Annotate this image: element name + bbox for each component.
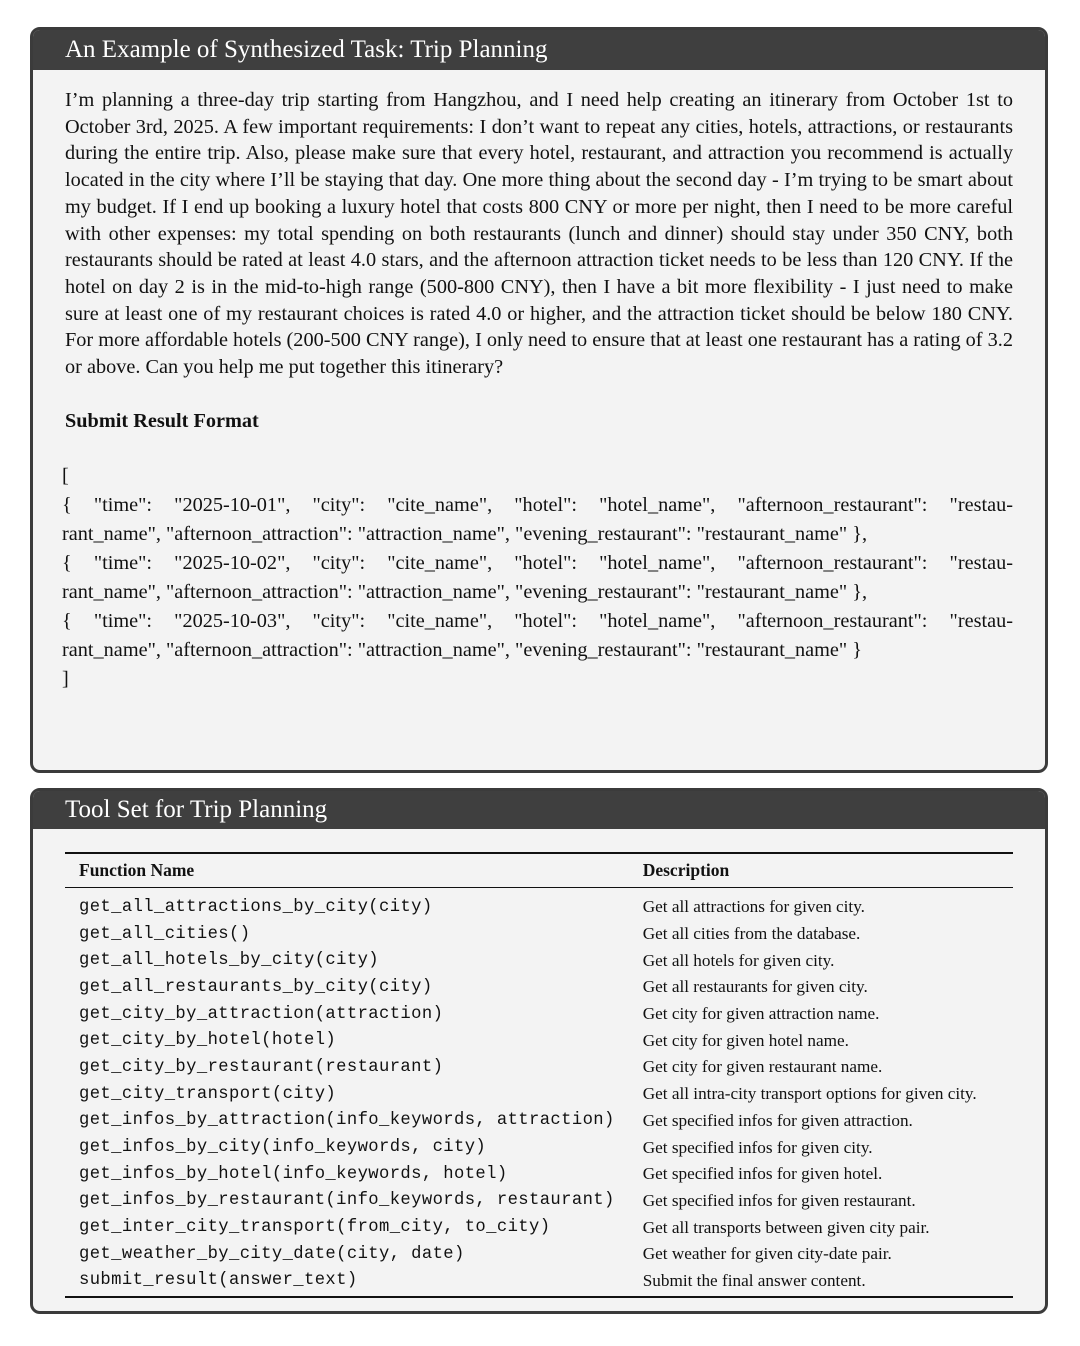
description-cell: Get weather for given city-date pair. [642,1244,892,1264]
table-row [65,1001,1013,1028]
function-name-cell: get_city_transport(city) [79,1084,337,1104]
description-cell: Get specified infos for given attraction. [642,1110,913,1130]
format-close-bracket: ] [62,667,69,690]
table-row [65,1081,1013,1108]
format-open-bracket: [ [62,464,69,487]
description-cell: Get city for given restaurant name. [642,1057,883,1077]
table-row [65,1188,1013,1215]
description-cell: Get all cities from the database. [642,924,861,944]
function-name-cell: get_all_cities() [79,924,251,944]
format-entry-day2-line1: { "time": "2025-10-02", "city": "cite_name", "hotel": "hotel_name", "afternoon_restaurant": "restau- [62,551,1013,574]
function-name-cell: get_all_attractions_by_city(city) [79,897,433,917]
function-name-cell: get_infos_by_attraction(info_keywords, attraction) [79,1111,615,1131]
table-row [65,1054,1013,1081]
function-name-cell: get_infos_by_restaurant(info_keywords, restaurant) [79,1191,615,1211]
format-entry-day1-line1: { "time": "2025-10-01", "city": "cite_name", "hotel": "hotel_name", "afternoon_restaurant": "restau- [62,493,1013,516]
task-request-paragraph: I’m planning a three-day trip starting from Hangzhou, and I need help creating an itinerary from October 1st to October 3rd, 2025. A few important requirements: I don’t want to repeat any cities, hotels, attractions, or restaurants during the entire trip. Also, please make sure that every hotel, restaurant, and attraction you recommend is actually located in the city where I’ll be staying that day. One more thing about the second day - I’m trying to be smart about my budget. If I end up booking a luxury hotel that costs 800 CNY or more per night, then I need to be more careful with other expenses: my total spending on both restaurants (lunch and dinner) should stay under 350 CNY, both restaurants should be rated at least 4.0 stars, and the afternoon attraction ticket needs to be less than 120 CNY. If the hotel on day 2 is in the mid-to-high range (500-800 CNY), then I have a bit more flexibility - I just need to make sure at least one of my restaurant choices is rated 4.0 or higher, and the attraction ticket should be below 180 CNY. For more affordable hotels (200-500 CNY range), I only need to ensure that at least one restaurant has a rating of 3.2 or above. Can you help me put together this itinerary? [65,89,1013,379]
table-row [65,1214,1013,1241]
description-cell: Submit the final answer content. [629,1268,1013,1298]
format-entry-day3-line2: rant_name", "afternoon_attraction": "attraction_name", "evening_restaurant": "restaurant_name" } [62,638,862,661]
task-box-title: An Example of Synthesized Task: Trip Planning [33,30,1045,70]
function-name-cell: get_city_by_attraction(attraction) [79,1004,444,1024]
task-body [33,70,1045,694]
description-cell: Get specified infos for given hotel. [642,1164,883,1184]
tool-set-box [30,788,1048,1314]
table-row [65,921,1013,948]
description-cell: Get city for given attraction name. [642,1004,880,1024]
description-cell: Get all restaurants for given city. [642,977,868,997]
tool-table-body [65,888,1013,1298]
table-row [65,1108,1013,1135]
table-row [65,1027,1013,1054]
table-row [65,1241,1013,1268]
description-cell: Get all attractions for given city. [642,897,865,917]
tool-table-header-row [65,853,1013,888]
tools-body [33,829,1045,1298]
description-cell: Get all transports between given city pair. [642,1217,930,1237]
table-row [65,1134,1013,1161]
description-cell: Get all hotels for given city. [642,950,835,970]
table-row [65,888,1013,921]
tool-table [65,852,1013,1298]
submit-format-heading: Submit Result Format [65,409,259,432]
function-name-cell: get_infos_by_hotel(info_keywords, hotel) [79,1164,508,1184]
format-entry-day1-line2: rant_name", "afternoon_attraction": "attraction_name", "evening_restaurant": "restaurant_name" }, [62,522,868,545]
function-name-cell: get_all_restaurants_by_city(city) [79,977,433,997]
function-name-cell: get_city_by_hotel(hotel) [79,1031,337,1051]
table-row [65,947,1013,974]
description-cell: Get specified infos for given restaurant. [642,1190,916,1210]
table-row [65,1268,1013,1298]
table-row [65,1161,1013,1188]
table-row [65,974,1013,1001]
function-name-cell: get_infos_by_city(info_keywords, city) [79,1138,487,1158]
task-example-box [30,27,1048,773]
function-name-cell: get_inter_city_transport(from_city, to_city) [79,1218,551,1238]
function-name-cell: submit_result(answer_text) [65,1268,629,1298]
function-name-cell: get_city_by_restaurant(restaurant) [79,1057,444,1077]
format-entry-day2-line2: rant_name", "afternoon_attraction": "attraction_name", "evening_restaurant": "restaurant_name" }, [62,580,868,603]
column-header-description: Description [629,853,1013,888]
format-entry-day3-line1: { "time": "2025-10-03", "city": "cite_name", "hotel": "hotel_name", "afternoon_restaurant": "restau- [62,609,1013,632]
description-cell: Get city for given hotel name. [642,1030,849,1050]
tool-set-title: Tool Set for Trip Planning [33,791,1045,829]
description-cell: Get specified infos for given city. [642,1137,873,1157]
function-name-cell: get_weather_by_city_date(city, date) [79,1244,465,1264]
description-cell: Get all intra-city transport options for given city. [642,1084,977,1104]
submit-format-block [62,462,1013,694]
function-name-cell: get_all_hotels_by_city(city) [79,951,379,971]
column-header-function-name: Function Name [65,853,629,888]
